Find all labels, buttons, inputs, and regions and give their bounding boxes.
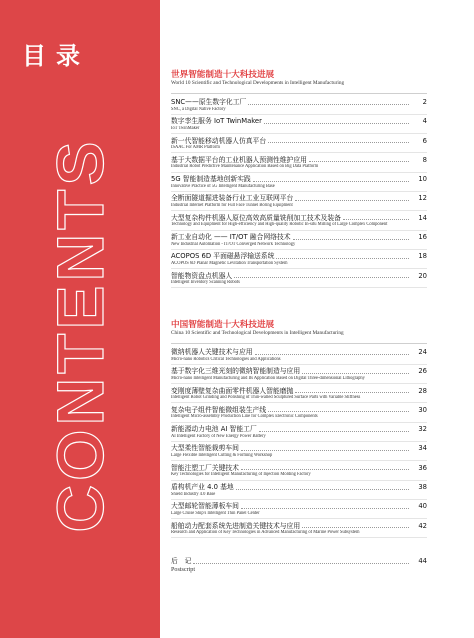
entry-title-en: Large Cruise Ship's Intelligent Thin Panel Center — [171, 510, 260, 516]
entry-separator — [171, 210, 427, 211]
entry-title-en: AI Intelligent Factory of New Energy Power Battery — [171, 433, 266, 439]
toc-entry[interactable] — [171, 233, 427, 250]
section-subtitle: World 10 Scientific and Technological Developments in Intelligent Manufacturing — [171, 80, 345, 86]
contents-vertical-word: CONTENTS — [43, 137, 117, 533]
section-rule — [171, 343, 427, 344]
section-title: 中国智能制造十大科技进展 — [171, 320, 275, 330]
contents-heading-char-1: 目 — [22, 42, 46, 70]
red-sidebar-band — [0, 0, 160, 638]
section-rule — [171, 93, 427, 94]
entry-title-en: Postscript — [171, 565, 196, 573]
entry-separator — [171, 249, 427, 250]
entry-separator — [171, 402, 427, 403]
entry-separator — [171, 133, 427, 134]
toc-entry[interactable] — [171, 502, 427, 519]
toc-entry[interactable] — [171, 194, 427, 211]
toc-entry[interactable] — [171, 522, 427, 539]
entry-title-zh: 变刚度薄壁复杂曲面零件机器人智能磨抛 — [171, 386, 294, 395]
entry-title-en: Large Flexible Intelligent Cutting & Forming Workshop — [171, 453, 273, 458]
entry-title-zh: ACOPOS 6D 平面磁悬浮输送系统 — [171, 252, 275, 261]
entry-page-number: 12 — [418, 194, 427, 203]
entry-page-number: 10 — [418, 175, 427, 184]
dot-leader — [268, 142, 409, 143]
entry-separator — [171, 114, 427, 115]
entry-page-number: 38 — [418, 482, 427, 491]
entry-title-en: Micro-nano Robotics Critical Technologies and Applications — [171, 356, 281, 362]
toc-entry[interactable] — [171, 98, 427, 115]
entry-separator — [171, 287, 427, 288]
entry-title-en: Key Technologies for Intelligent Manufacturing of Injection Molding Factory — [171, 472, 311, 478]
toc-entry[interactable] — [171, 406, 427, 423]
entry-separator — [171, 480, 427, 481]
toc-entry[interactable] — [171, 117, 427, 134]
contents-heading-char-2: 录 — [56, 42, 80, 70]
entry-title-zh: 大型邮轮智能薄板车间 — [171, 502, 239, 511]
entry-title-zh: 后 记 — [171, 557, 192, 565]
entry-page-number: 40 — [418, 502, 427, 511]
entry-title-zh: 数字孪生服务 IoT TwinMaker — [171, 117, 262, 126]
entry-title-zh: 船舶动力配套系统先进制造关键技术与应用 — [171, 521, 301, 530]
toc-section-china — [171, 320, 427, 541]
entry-title-en: Intelligent Inventory Scanning Robots — [171, 280, 240, 286]
dot-leader — [302, 527, 409, 528]
entry-title-en: Industrial Internet Platform for Full Face Tunnel Boring Equipment — [171, 203, 293, 208]
entry-separator — [171, 499, 427, 500]
entry-title-en: Technology and Equipment for High-efficiency and High-quality Robotic In-situ Milling of Large Complex Component — [171, 222, 388, 228]
entry-title-en: Shield Industry 4.0 Base — [171, 491, 216, 497]
entry-title-zh: 新能源动力电池 AI 智能工厂 — [171, 425, 257, 434]
dot-leader — [253, 181, 409, 182]
dot-leader — [343, 219, 409, 220]
entry-separator — [171, 268, 427, 269]
entry-page-number: 18 — [418, 252, 427, 261]
toc-entry[interactable] — [171, 175, 427, 192]
entry-title-en: Intelligent Micro-assembly Production Line for Complex Electronic Components — [171, 414, 318, 420]
entry-separator — [171, 537, 427, 538]
dot-leader — [268, 411, 409, 412]
entry-title-zh: 基于数字化三维光刻的微纳智能制造与应用 — [171, 367, 301, 376]
entry-title-en: Research and Application of Key Technologies in Advanced Manufacturing of Marine Power Subsystem — [171, 530, 360, 536]
entry-page-number: 8 — [422, 155, 427, 164]
entry-title-en: IoT TwinMaker — [171, 125, 200, 131]
dot-leader — [295, 200, 409, 201]
dot-leader — [248, 104, 409, 105]
dot-leader — [255, 354, 409, 355]
entry-page-number: 36 — [418, 463, 427, 472]
toc-postscript — [171, 557, 427, 576]
entry-title-zh: 新工业自动化 —— IT/OT 融合网络技术 — [171, 232, 291, 241]
dot-leader — [309, 161, 409, 162]
entry-separator — [171, 383, 427, 384]
section-title: 世界智能制造十大科技进展 — [171, 70, 275, 80]
entry-title-zh: 全断面隧道掘进装备行业工业互联网平台 — [171, 194, 294, 203]
dot-leader — [293, 239, 409, 240]
dot-leader — [193, 563, 409, 564]
entry-list — [171, 348, 427, 538]
toc-entry[interactable] — [171, 367, 427, 384]
entry-page-number: 2 — [422, 98, 427, 106]
entry-title-zh: 复杂电子组件智能微组装生产线 — [171, 405, 267, 414]
entry-title-zh: 大型柔性智能裁剪车间 — [171, 444, 239, 453]
entry-list — [171, 98, 427, 288]
entry-separator — [171, 441, 427, 442]
contents-heading — [22, 36, 80, 71]
entry-title-en: Innovative Practice of 5G Intelligent Manufacturing Base — [171, 183, 275, 189]
entry-title-en: SNC, a Digital Native Factory — [171, 106, 226, 112]
entry-page-number: 16 — [418, 232, 427, 241]
entry-page-number: 34 — [418, 444, 427, 453]
entry-title-zh: 新一代智能移动机器人仿真平台 — [171, 136, 267, 145]
entry-page-number: 26 — [418, 367, 427, 376]
entry-page-number: 20 — [418, 271, 427, 280]
entry-title-en: New Industrial Automation - IT/OT Converged Network Technology — [171, 241, 296, 247]
dot-leader — [259, 431, 409, 432]
entry-page-number: 30 — [418, 405, 427, 414]
entry-title-en: Micro-nano Intelligent Manufacturing and Its Application Based on Digital Three-dimensional Lithography — [171, 375, 365, 381]
entry-page-number: 24 — [418, 348, 427, 356]
entry-separator — [171, 172, 427, 173]
entry-title-en: Intelligent Robot Grinding and Polishing of Thin-walled Sculptured Surface Parts with Variable Stiffness — [171, 395, 361, 401]
entry-separator — [171, 230, 427, 231]
entry-separator — [171, 152, 427, 153]
section-subtitle: China 10 Scientific and Technological Developments in Intelligent Manufacturing — [171, 330, 344, 336]
dot-leader — [241, 508, 409, 509]
toc-entry[interactable] — [171, 425, 427, 442]
entry-separator — [171, 460, 427, 461]
entry-page-number: 44 — [418, 557, 427, 565]
toc-entry[interactable] — [171, 156, 427, 173]
toc-entry[interactable] — [171, 464, 427, 481]
toc-entry-postscript[interactable] — [171, 557, 427, 574]
entry-title-en: ACOPOS 6D Planar Magnetic Levitation Transportation System — [171, 260, 288, 266]
entry-title-en: Industrial Robot Predictive Maintenance Application Based on Big Data Platform — [171, 164, 319, 170]
entry-page-number: 42 — [418, 521, 427, 530]
entry-page-number: 6 — [422, 136, 427, 145]
dot-leader — [276, 258, 409, 259]
entry-title-zh: 5G 智能制造基地创新实践 — [171, 175, 251, 184]
entry-title-zh: 微纳机器人关键技术与应用 — [171, 348, 253, 356]
toc-entry[interactable] — [171, 214, 427, 231]
entry-page-number: 32 — [418, 425, 427, 434]
entry-separator — [171, 191, 427, 192]
entry-separator — [171, 518, 427, 519]
entry-title-zh: 基于大数据平台的工业机器人预测性维护应用 — [171, 155, 307, 164]
dot-leader — [236, 489, 409, 490]
entry-title-en: ISAAC For AMR Platform — [171, 145, 220, 151]
entry-separator — [171, 364, 427, 365]
toc-entry[interactable] — [171, 252, 427, 269]
toc-entry[interactable] — [171, 483, 427, 500]
entry-page-number: 28 — [418, 386, 427, 395]
toc-entry[interactable] — [171, 444, 427, 461]
entry-title-zh: 智能物资盘点机器人 — [171, 271, 233, 280]
toc-entry[interactable] — [171, 272, 427, 289]
toc-entry[interactable] — [171, 387, 427, 404]
dot-leader — [241, 469, 409, 470]
dot-leader — [295, 392, 409, 393]
entry-title-zh: 盾构机产业 4.0 基地 — [171, 482, 234, 491]
dot-leader — [302, 373, 409, 374]
entry-page-number: 4 — [422, 117, 427, 126]
entry-title-zh: 大型复杂构件机器人原位高效高质量铣削加工技术及装备 — [171, 213, 341, 222]
dot-leader — [241, 450, 409, 451]
toc-entry[interactable] — [171, 137, 427, 154]
dot-leader — [234, 277, 409, 278]
toc-entry[interactable] — [171, 348, 427, 365]
entry-title-zh: SNC——原生数字化工厂 — [171, 98, 247, 106]
entry-page-number: 14 — [418, 213, 427, 222]
dot-leader — [264, 123, 409, 124]
entry-separator — [171, 422, 427, 423]
toc-section-world — [171, 70, 427, 291]
entry-title-zh: 智能注塑工厂关键技术 — [171, 463, 239, 472]
